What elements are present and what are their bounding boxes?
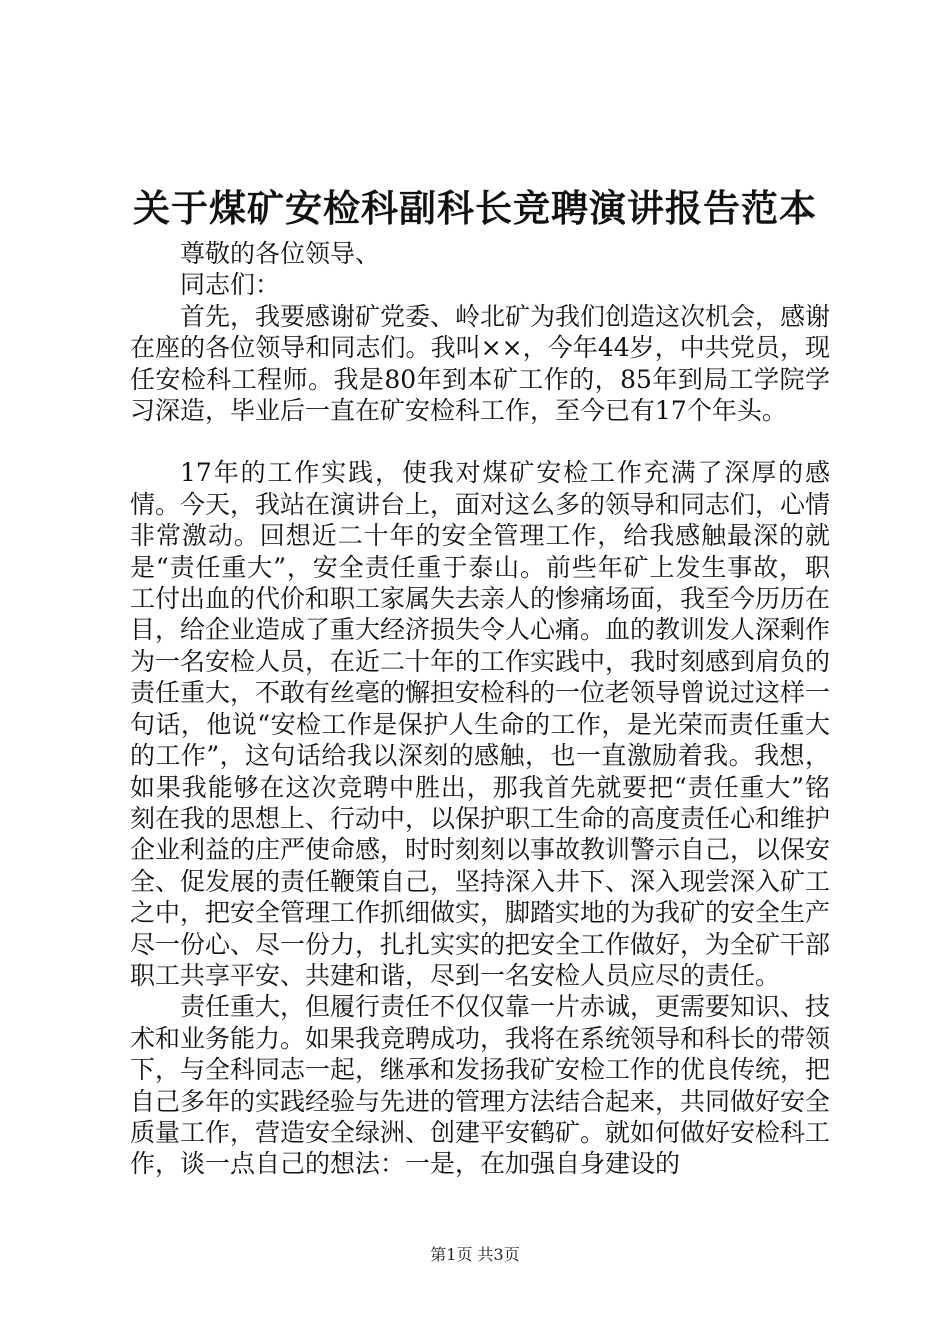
document-title: 关于煤矿安检科副科长竞聘演讲报告范本	[133, 186, 817, 230]
paragraph-spacer	[130, 426, 830, 457]
greeting-line: 同志们：	[180, 270, 281, 300]
paragraph: 17年的工作实践，使我对煤矿安检工作充满了深厚的感情。今天，我站在演讲台上，面对这么多的领导和同志们，心情非常激动。回想近二十年的安全管理工作，给我感触最深的就是“责任重大”，安全责任重于泰山。前些年矿上发生事故，职工付出血的代价和职工家属失去亲人的惨痛场面，我至今历历在目，给企业造成了重大经济损失令人心痛。血的教训发人深剩作为一名安检人员，在近二十年的工作实践中，我时刻感到肩负的责任重大，不敢有丝毫的懈担安检科的一位老领导曾说过这样一句话，他说“安检工作是保护人生命的工作，是光荣而责任重大的工作”，这句话给我以深刻的感触，也一直激励着我。我想，如果我能够在这次竞聘中胜出，那我首先就要把“责任重大”铭刻在我的思想上、行动中，以保护职工生命的高度责任心和维护企业利益的庄严使命感，时时刻刻以事故教训警示自己，以保安全、促发展的责任鞭策自己，坚持深入井下、深入现尝深入矿工之中，把安全管理工作抓细做实，脚踏实地的为我矿的安全生产尽一份心、尽一份力，扎扎实实的把安全工作做好，为全矿干部职工共享平安、共建和谐，尽到一名安检人员应尽的责任。	[130, 458, 831, 990]
document-body	[130, 238, 830, 1180]
greeting-line: 尊敬的各位领导、	[180, 239, 381, 268]
page-footer: 第1页 共3页	[430, 1245, 520, 1264]
paragraph: 责任重大，但履行责任不仅仅靠一片赤诚，更需要知识、技术和业务能力。如果我竞聘成功，我将在系统领导和科长的带领下，与全科同志一起，继承和发扬我矿安检工作的优良传统，把自己多年的实践经验与先进的管理方法结合起来，共同做好安全质量工作，营造安全绿洲、创建平安鹤矿。就如何做好安检科工作，谈一点自己的想法：一是，在加强自身建设的	[130, 992, 831, 1179]
paragraph: 首先，我要感谢矿党委、岭北矿为我们创造这次机会，感谢在座的各位领导和同志们。我叫××，今年44岁，中共党员，现任安检科工程师。我是80年到本矿工作的，85年到局工学院学习深造，毕业后一直在矿安检科工作，至今已有17个年头。	[130, 301, 831, 426]
